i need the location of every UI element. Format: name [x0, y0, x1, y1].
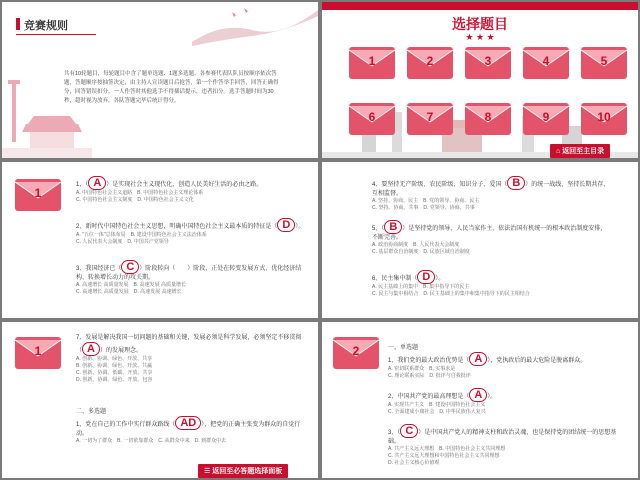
select-title: 选择题目 — [452, 16, 508, 32]
envelope-number: 6 — [368, 110, 376, 124]
great-wall-icon — [192, 2, 318, 46]
question-text: 7、发展是解决我国一切问题的基础和关键，发展必须是科学发展，必须坚定不移贯彻（ — [76, 335, 302, 354]
question-text-tail: ）。 — [487, 394, 497, 400]
envelope-icon — [332, 336, 380, 370]
title-underline — [16, 34, 96, 35]
option: A. 创新、协调、绿色、开放、共享 — [76, 356, 153, 362]
answer-badge: AD — [175, 416, 201, 430]
option: B. 建设中国特色社会主义法治体系 — [130, 232, 207, 238]
envelope-button-1[interactable] — [348, 46, 396, 80]
option: A. 中国特色社会主义道路 — [76, 190, 133, 196]
question-r2-2 — [388, 388, 628, 416]
options — [76, 282, 306, 296]
answer-badge: A — [469, 388, 487, 402]
question-6 — [372, 270, 612, 298]
envelope-button-9[interactable] — [522, 102, 570, 136]
envelope-button-5[interactable] — [580, 46, 628, 80]
slide-select-question[interactable] — [322, 2, 638, 158]
envelope-number: 4 — [542, 54, 550, 68]
options — [372, 242, 612, 256]
option: A. "五位一体"总体布局 — [76, 232, 126, 238]
option: D. 中国特色社会主义文化 — [137, 197, 194, 203]
option: B. 创新、协调、绿色、开放、共赢 — [76, 363, 153, 369]
question-multi-1 — [76, 416, 306, 445]
option: B. 集中指导下的民主 — [423, 284, 470, 290]
slide-questions-7-multi[interactable] — [2, 322, 318, 478]
page-title: 竞赛规则 — [24, 20, 68, 32]
envelope-button-10[interactable] — [580, 102, 628, 136]
home-icon: ⌂ — [556, 148, 563, 155]
options — [372, 284, 612, 298]
option: C. 创新、协调、低碳、开放、共享 — [76, 370, 153, 376]
option: C. 理论联系实际 — [388, 373, 425, 379]
question-r2-1 — [388, 352, 628, 380]
question-5 — [372, 220, 612, 256]
option: A. 共产主义远大理想 — [388, 446, 435, 452]
question-text-tail: ）是中国共产党人的精神支柱和政治灵魂，也是保持党的团结统一的思想基础。 — [388, 430, 617, 445]
option: A. 实现共产主义 — [388, 402, 425, 408]
back-to-panel-button[interactable] — [198, 464, 288, 478]
question-text: 2、新时代中国特色社会主义思想，明确中国特色社会主义最本质的特征是（ — [76, 224, 278, 230]
option: C. 坚持、协商、共事 — [372, 205, 419, 211]
question-text-tail: ）的统一战线，坚持长期共存、互相监督。 — [372, 182, 610, 197]
option: B. 实事求是 — [429, 366, 456, 372]
option: D. 创新、协调、绿色、开放、包容 — [76, 377, 153, 383]
option: B. 中国特色社会主义理论体系 — [137, 190, 204, 196]
options — [388, 402, 628, 416]
envelope-number: 8 — [484, 110, 492, 124]
option: D. 民族区域自治制度 — [423, 249, 470, 255]
envelope-number: 10 — [597, 110, 611, 124]
envelope-number: 7 — [426, 110, 434, 124]
envelope-button-6[interactable] — [348, 102, 396, 136]
section-heading: 二、多选题 — [76, 409, 107, 415]
options — [388, 366, 628, 380]
answer-badge: C — [121, 260, 139, 274]
question-text-tail: ），把党的正确主张变为群众的自觉行动。 — [76, 422, 301, 437]
option: A. 密切联系群众 — [388, 366, 425, 372]
option: A. 坚持、协商、民主 — [372, 198, 419, 204]
slide-questions-4-6[interactable] — [322, 162, 638, 318]
question-2 — [76, 218, 306, 246]
envelope-number: 5 — [600, 54, 608, 68]
option: D. 高速发展 高速增长 — [133, 289, 182, 295]
section-heading: 一、单选题 — [388, 345, 419, 351]
question-text: 3、（ — [388, 430, 401, 436]
question-text-tail: ），党执政后的最大危险是脱离群众。 — [487, 358, 587, 364]
option: B. 一切依靠群众 — [117, 438, 154, 444]
option: D. 批评与自我批评 — [429, 373, 471, 379]
question-7 — [76, 334, 306, 384]
option: B. 党的领导、协商、民主 — [423, 198, 480, 204]
answer-badge: B — [384, 220, 402, 234]
back-to-main-label: 返回至主目录 — [562, 148, 605, 155]
question-text-tail: ）。 — [295, 224, 305, 230]
options — [388, 446, 628, 467]
option: A. 一切为了群众 — [76, 438, 113, 444]
back-icon: ☰ — [204, 468, 213, 475]
option: B. 中国特色社会主义共同理想 — [439, 446, 506, 452]
option: D. 社会主义核心价值观 — [388, 460, 440, 466]
options — [372, 198, 612, 212]
answer-badge: C — [400, 424, 418, 438]
question-text-tail: ）是实现社会主义现代化、创造人民美好生活的必由之路。 — [106, 182, 263, 188]
envelope-number: 1 — [34, 186, 42, 200]
back-to-panel-label: 返回至必答题选择面板 — [212, 468, 283, 475]
question-text: 1、（ — [76, 182, 89, 188]
envelope-icon — [14, 178, 62, 212]
answer-badge: B — [507, 176, 525, 190]
answer-badge: A — [469, 352, 487, 366]
option: D. 中华民族伟大复兴 — [439, 409, 486, 415]
stars: ★ ★ ★ — [465, 32, 495, 42]
question-text: 1、党在自己的工作中实行群众路线（ — [76, 422, 176, 428]
slide-questions-1-3[interactable] — [2, 162, 318, 318]
envelope-button-3[interactable] — [464, 46, 512, 80]
option: C. 高速增长 高质量发展 — [76, 289, 129, 295]
option: A. 民主基础上的集中 — [372, 284, 419, 290]
question-text-tail: ）的发展理念。 — [99, 348, 142, 354]
question-3 — [76, 260, 306, 296]
question-text: 5、（ — [372, 226, 385, 232]
envelope-number: 2 — [426, 54, 434, 68]
answer-badge: D — [277, 218, 295, 232]
option: C. 从群众中来 — [158, 438, 190, 444]
question-text-tail: ）阶段转向（ ）阶段，正处在转变发展方式、优化经济结构、转换增长动力的攻关期。 — [76, 266, 302, 281]
option: D. 到群众中去 — [194, 438, 227, 444]
question-4 — [372, 176, 612, 212]
options — [76, 190, 306, 204]
envelope-number: 3 — [484, 54, 492, 68]
options — [76, 356, 306, 384]
question-r2-3 — [388, 424, 628, 467]
option: B. 人民代表大会制度 — [413, 242, 460, 248]
option: A. 高速增长 高质量发展 — [76, 282, 129, 288]
option: C. 人民代表大会制度 — [76, 239, 123, 245]
slide-round-2[interactable] — [322, 322, 638, 478]
envelope-number: 9 — [542, 110, 550, 124]
envelope-icon — [14, 336, 62, 370]
slide-rules[interactable] — [2, 2, 318, 158]
envelope-button-4[interactable] — [522, 46, 570, 80]
question-text: 4、要坚持无产阶级、农民阶级、知识分子、爱国（ — [372, 182, 508, 188]
question-text: 3、我国经济已（ — [76, 266, 122, 272]
answer-badge: D — [417, 270, 435, 284]
option: C. 基层群众自治制度 — [372, 249, 419, 255]
option: D. 民主基础上的集中和集中指导下的民主相结合 — [423, 291, 530, 297]
options — [76, 438, 306, 445]
options — [76, 232, 306, 246]
question-text-tail: ）。 — [435, 276, 445, 282]
rules-text: 共有10轮题目，每轮题目中含了题单选题、1题多选题。各参赛代表队队员按顺序依次答题，答题顺序按抽签决定，由主持人宣读题目后抢答，第一个作答举手回答，回答正确得分，回答错误扣分。一人作答时其他选手不得插话提示，违者扣分。选手答题时间为30秒，超时视为放弃，各队答题完毕后统计得分。 — [64, 71, 279, 104]
option: D. 中国共产党领导 — [127, 239, 169, 245]
question-text: 6、民主集中制（ — [372, 276, 418, 282]
option: C. 共产主义远大理想和中国特色社会主义共同理想 — [388, 453, 500, 459]
envelope-number: 1 — [34, 344, 42, 358]
envelope-button-2[interactable] — [406, 46, 454, 80]
question-1 — [76, 176, 306, 204]
back-to-main-button[interactable] — [550, 144, 610, 158]
envelope-number: 1 — [368, 54, 376, 68]
envelope-button-8[interactable] — [464, 102, 512, 136]
question-text: 2、中国共产党的最高理想是（ — [388, 394, 470, 400]
question-text: 1、我们党的最大政治优势是（ — [388, 358, 470, 364]
rules-title-bar — [16, 18, 20, 30]
envelope-number: 2 — [352, 344, 360, 358]
answer-badge: A — [82, 342, 100, 356]
top-red-bar — [322, 2, 638, 10]
question-text-tail: ）是坚持党的领导、人民当家作主、依法治国有机统一的根本政治制度安排，不断完善。 — [372, 226, 607, 241]
option: B. 高速发展 高质量增长 — [133, 282, 187, 288]
envelope-button-7[interactable] — [406, 102, 454, 136]
option: C. 中国特色社会主义制度 — [76, 197, 133, 203]
option: C. 全面建成小康社会 — [388, 409, 435, 415]
answer-badge: A — [88, 176, 106, 190]
option: A. 政治协商制度 — [372, 242, 409, 248]
option: C. 民主与集中相结合 — [372, 291, 419, 297]
option: B. 建设中国特色社会主义 — [429, 402, 486, 408]
option: D. 党领导、协商、共事 — [423, 205, 475, 211]
